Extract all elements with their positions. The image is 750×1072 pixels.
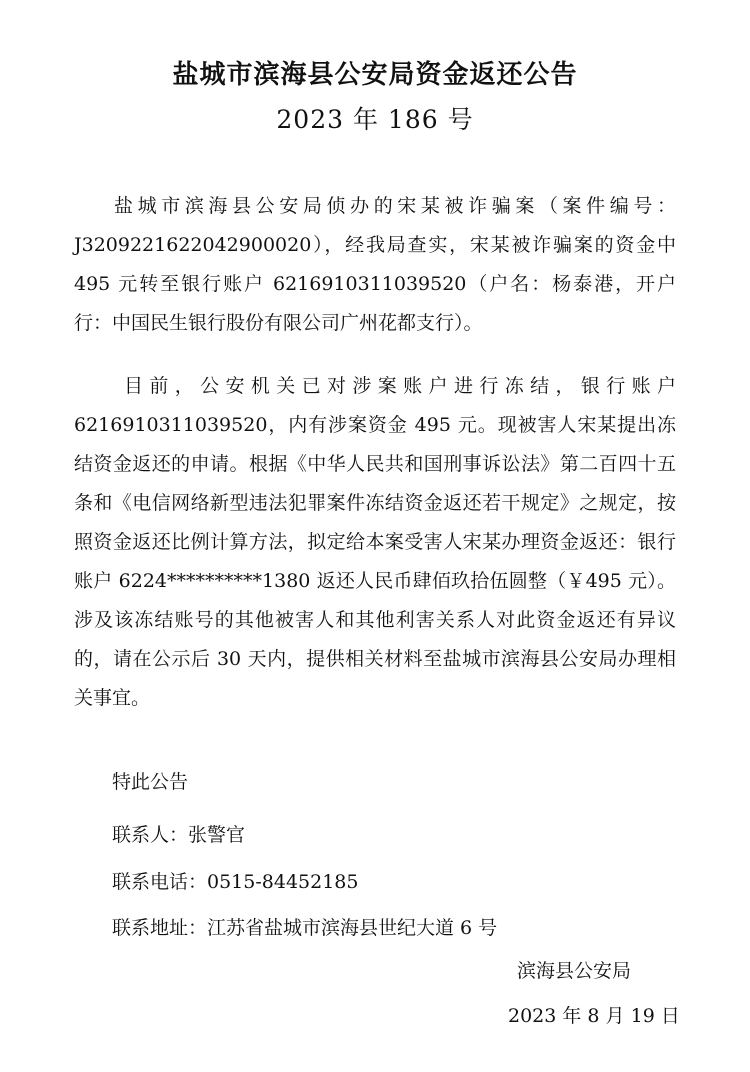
issuer-name: 滨海县公安局 [517,960,632,982]
issue-date: 2023 年 8 月 19 日 [508,1005,680,1027]
contact-address: 联系地址：江苏省盐城市滨海县世纪大道 6 号 [112,917,498,939]
paragraph-case-info: 盐城市滨海县公安局侦办的宋某被诈骗案（案件编号：J3209221622042900020），经我局查实，宋某被诈骗案的资金中 495 元转至银行账户 6216910311039520（户名：杨泰港，开户行：中国民生银行股份有限公司广州花都支行）。 [74,195,676,334]
closing-remark: 特此公告 [112,771,189,793]
paragraph-refund-info: 目前，公安机关已对涉案账户进行冻结，银行账户 6216910311039520，内有涉案资金 495 元。现被害人宋某提出冻结资金返还的申请。根据《中华人民共和国刑事诉讼法》第二百四十五条和《电信网络新型违法犯罪案件冻结资金返还若干规定》之规定，按照资金返还比例计算方法，拟定给本案受害人宋某办理资金返还：银行账户 6224**********1380 返还人民币肆佰玖拾伍圆整（￥495 元）。涉及该冻结账号的其他被害人和其他利害关系人对此资金返还有异议的，请在公示后 30 天内，提供相关材料至盐城市滨海县公安局办理相关事宜。 [74,375,676,709]
contact-person: 联系人：张警官 [112,824,246,846]
contact-phone: 联系电话：0515-84452185 [112,871,359,893]
notice-number: 2023 年 186 号 [276,105,474,134]
notice-title: 盐城市滨海县公安局资金返还公告 [172,60,578,90]
